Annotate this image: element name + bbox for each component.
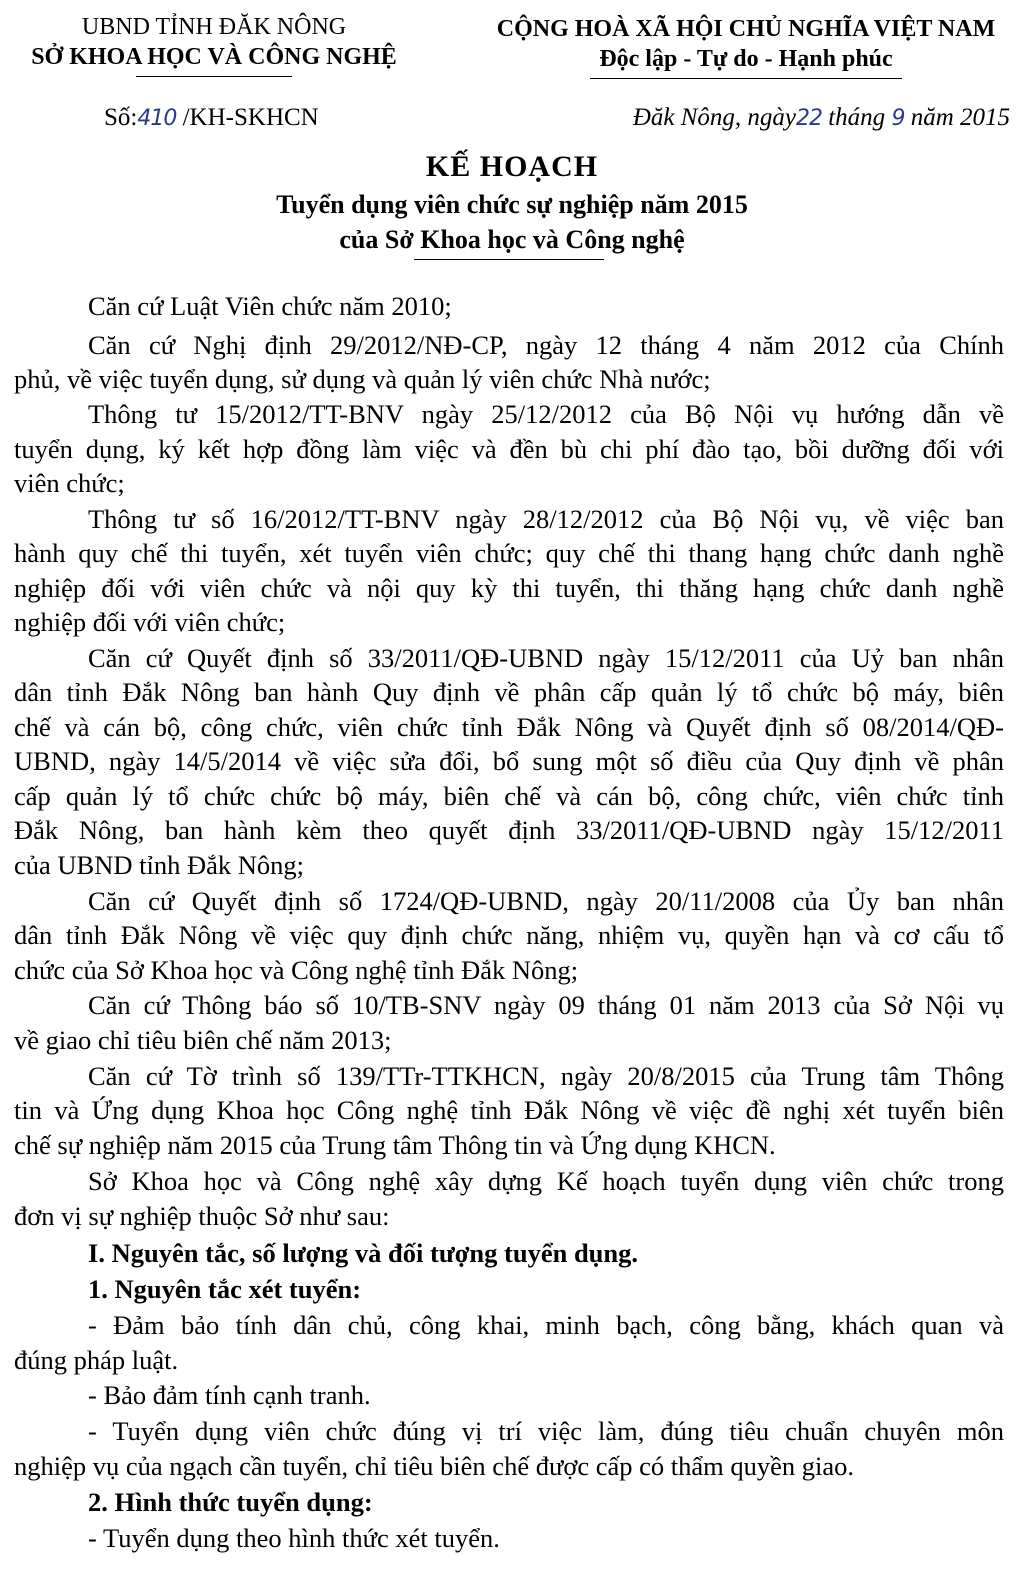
body-line: Căn cứ Quyết định số 33/2011/QĐ-UBND ngày 15/12/2011 của Uỷ ban nhân xyxy=(88,643,1004,673)
body-line: UBND, ngày 14/5/2014 về việc sửa đổi, bổ sung một số điều của Quy định về phân xyxy=(14,746,1004,776)
body-line: cấp quản lý tổ chức chức bộ máy, biên chế và cán bộ, công chức, viên chức tỉnh xyxy=(14,781,1004,811)
agency-parent: UBND TỈNH ĐĂK NÔNG xyxy=(81,14,347,40)
document-date xyxy=(633,104,1010,132)
body-line: Căn cứ Quyết định số 1724/QĐ-UBND, ngày 20/11/2008 của Ủy ban nhân xyxy=(88,886,1004,916)
body-line: nghiệp đối với viên chức; xyxy=(14,607,286,637)
body-line: Thông tư 15/2012/TT-BNV ngày 25/12/2012 của Bộ Nội vụ hướng dẫn về xyxy=(88,399,1004,429)
section-heading: I. Nguyên tắc, số lượng và đối tượng tuyển dụng. xyxy=(88,1238,639,1268)
body-line: dân tỉnh Đắk Nông ban hành Quy định về phân cấp quản lý tổ chức bộ máy, biên xyxy=(14,677,1004,707)
body-line: phủ, về việc tuyển dụng, sử dụng và quản lý viên chức Nhà nước; xyxy=(14,364,711,394)
document-subtitle-line1: Tuyển dụng viên chức sự nghiệp năm 2015 xyxy=(276,190,748,219)
doc-number-suffix: /KH-SKHCN xyxy=(182,104,319,131)
agency-underline xyxy=(136,76,292,77)
body-line: - Bảo đảm tính cạnh tranh. xyxy=(88,1380,371,1410)
body-line: nghiệp vụ của ngạch cần tuyển, chỉ tiêu biên chế được cấp có thẩm quyền giao. xyxy=(14,1451,855,1481)
document-subtitle-line2: của Sở Khoa học và Công nghệ xyxy=(339,225,685,254)
document-number xyxy=(104,104,319,132)
body-line: Căn cứ Thông báo số 10/TB-SNV ngày 09 tháng 01 năm 2013 của Sở Nội vụ xyxy=(88,990,1004,1020)
date-prefix: Đăk Nông, ngày xyxy=(632,104,796,131)
body-line: viên chức; xyxy=(14,468,125,498)
national-motto: Độc lập - Tự do - Hạnh phúc xyxy=(599,46,893,72)
date-day-handwritten: 22 xyxy=(795,106,822,131)
body-line: chế và cán bộ, công chức, viên chức tỉnh Đắk Nông và Quyết định số 08/2014/QĐ- xyxy=(14,712,1004,742)
body-line: chức của Sở Khoa học và Công nghệ tỉnh Đắk Nông; xyxy=(14,955,579,985)
body-line: dân tỉnh Đắk Nông về việc quy định chức năng, nhiệm vụ, quyền hạn và cơ cấu tổ xyxy=(14,920,1004,950)
body-line: Căn cứ Tờ trình số 139/TTr-TTKHCN, ngày 20/8/2015 của Trung tâm Thông xyxy=(88,1061,1004,1091)
nation-title: CỘNG HOÀ XÃ HỘI CHỦ NGHĨA VIỆT NAM xyxy=(496,16,996,42)
doc-number-handwritten: 410 xyxy=(137,106,177,131)
doc-number-prefix: Số: xyxy=(104,104,138,131)
subsection-heading: 2. Hình thức tuyển dụng: xyxy=(88,1487,373,1517)
body-line: nghiệp đối với viên chức và nội quy kỳ thi tuyển, thi thăng hạng chức danh nghề xyxy=(14,573,1004,603)
body-line: - Đảm bảo tính dân chủ, công khai, minh bạch, công bằng, khách quan và xyxy=(88,1310,1004,1340)
date-suffix: năm 2015 xyxy=(904,104,1010,131)
body-line: đúng pháp luật. xyxy=(14,1345,179,1375)
motto-underline xyxy=(590,78,902,79)
body-line: tin và Ứng dụng Khoa học Công nghệ tỉnh Đắk Nông về việc đề nghị xét tuyển biên xyxy=(14,1095,1004,1125)
body-line: Đắk Nông, ban hành kèm theo quyết định 33/2011/QĐ-UBND ngày 15/12/2011 xyxy=(14,815,1004,845)
body-line: của UBND tỉnh Đắk Nông; xyxy=(14,850,304,880)
title-underline xyxy=(414,259,604,260)
body-line: Căn cứ Luật Viên chức năm 2010; xyxy=(88,291,452,321)
body-line: đơn vị sự nghiệp thuộc Sở như sau: xyxy=(14,1201,390,1231)
body-line: về giao chỉ tiêu biên chế năm 2013; xyxy=(14,1025,392,1055)
body-line: Căn cứ Nghị định 29/2012/NĐ-CP, ngày 12 tháng 4 năm 2012 của Chính xyxy=(88,330,1004,360)
agency-name: SỞ KHOA HỌC VÀ CÔNG NGHỆ xyxy=(31,44,397,70)
body-line: Sở Khoa học và Công nghệ xây dựng Kế hoạch tuyển dụng viên chức trong xyxy=(88,1166,1004,1196)
body-line: chế sự nghiệp năm 2015 của Trung tâm Thông tin và Ứng dụng KHCN. xyxy=(14,1130,776,1160)
body-line: - Tuyển dụng viên chức đúng vị trí việc làm, đúng tiêu chuẩn chuyên môn xyxy=(88,1416,1004,1446)
document-title: KẾ HOẠCH xyxy=(425,150,599,183)
subsection-heading: 1. Nguyên tắc xét tuyển: xyxy=(88,1274,362,1304)
body-line: - Tuyển dụng theo hình thức xét tuyển. xyxy=(88,1523,500,1553)
body-line: hành quy chế thi tuyển, xét tuyển viên chức; quy chế thi thang hạng chức danh nghề xyxy=(14,538,1004,568)
date-mid: tháng xyxy=(821,104,886,131)
date-month-handwritten: 9 xyxy=(891,106,905,131)
body-line: Thông tư số 16/2012/TT-BNV ngày 28/12/2012 của Bộ Nội vụ, về việc ban xyxy=(88,504,1004,534)
body-line: tuyển dụng, ký kết hợp đồng làm việc và đền bù chi phí đào tạo, bồi dưỡng đối với xyxy=(14,434,1004,464)
